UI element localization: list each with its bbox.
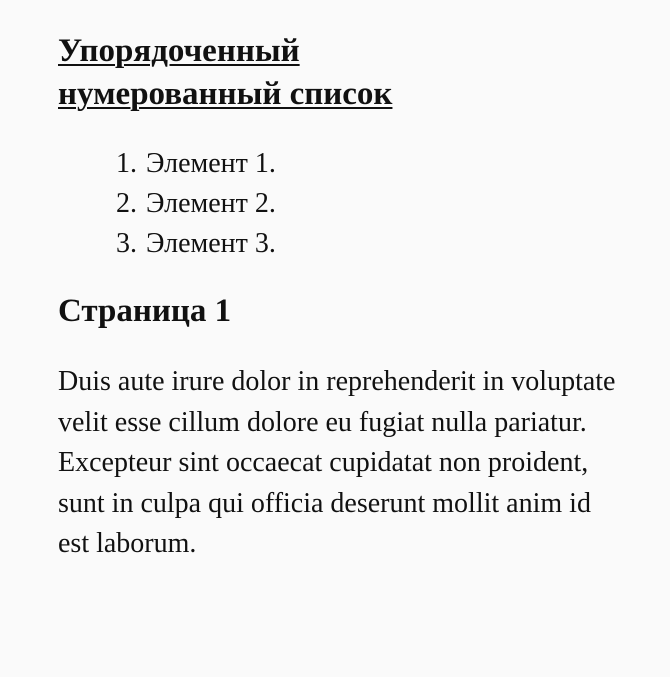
list-item: 1. Элемент 1. xyxy=(144,144,630,184)
body-paragraph: Duis aute irure dolor in reprehenderit in voluptate velit esse cillum dolore eu fugiat nulla pariatur. Excepteur sint occaecat cupidatat non proident, sunt in culpa qui officia deserunt mollit anim id est laborum. xyxy=(58,366,616,559)
list-item: 3. Элемент 3. xyxy=(144,224,630,264)
section-heading: Страница 1 xyxy=(58,293,232,329)
ordered-list xyxy=(58,144,630,264)
page-title: Упорядоченный нумерованный список xyxy=(58,33,393,112)
list-item: 2. Элемент 2. xyxy=(144,184,630,224)
